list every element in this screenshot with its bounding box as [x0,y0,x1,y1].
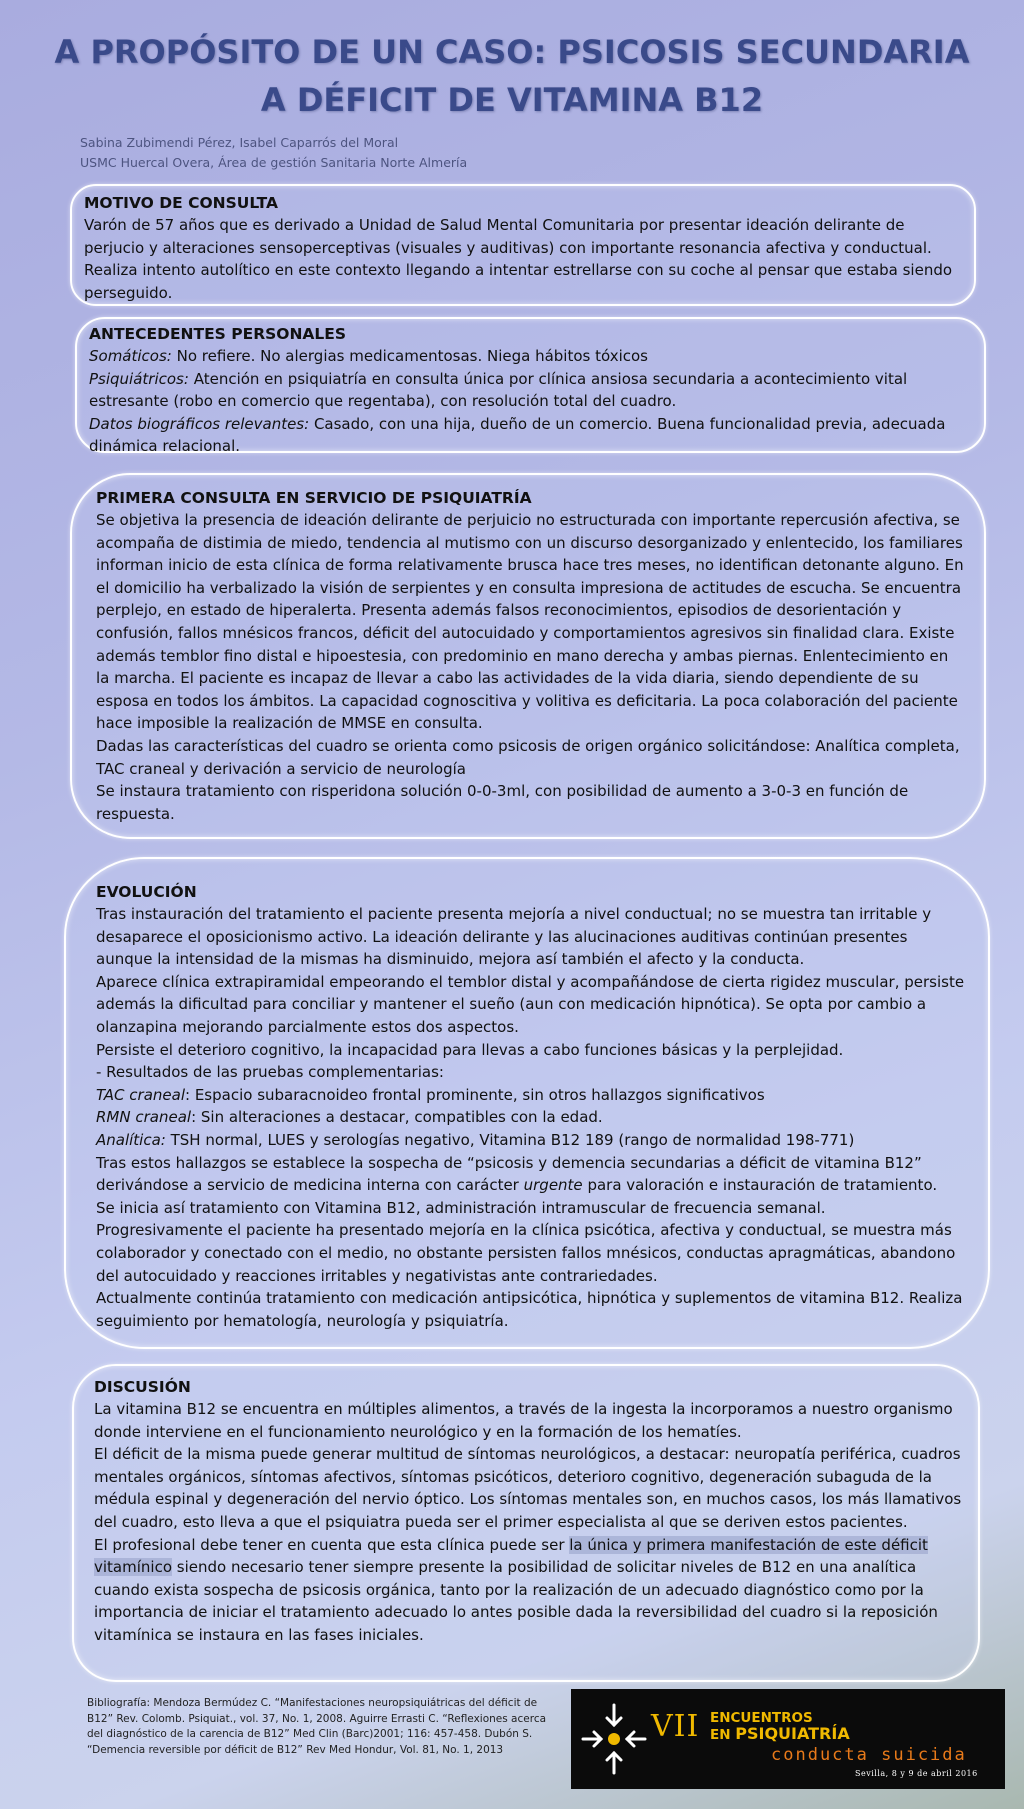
rmn-text: : Sin alteraciones a destacar, compatibles con la edad. [191,1108,603,1127]
bibliography: Bibliografía: Mendoza Bermúdez C. “Manifestaciones neuropsiquiátricas del déficit de B12” Rev. Colomb. Psiquiat., vol. 37, No. 1, 2008. Aguirre Errasti C. “Reflexiones acerca del diagnóstico de la carencia de B12” Med Clin (Barc)2001; 116: 457-458. Dubón S. “Demencia reversible por déficit de B12” Rev Med Hondur, Vol. 81, No. 1, 2013 [87,1697,547,1756]
section-paragraph: Aparece clínica extrapiramidal empeorando el temblor distal y acompañándose de cierta rigidez muscular, persiste además la dificultad para conciliar y mantener el sueño (aun con medicación hipnótica). Se opta por cambio a olanzapina mejorando parcialmente estos dos aspectos. [96,972,965,1036]
section-heading: PRIMERA CONSULTA EN SERVICIO DE PSIQUIATRÍA [96,489,532,507]
logo-psiquiatria: PSIQUIATRÍA [735,1724,850,1743]
authors-block [80,133,467,173]
section-motivo-consulta [70,184,976,306]
logo-subtitle: conducta suicida [771,1745,967,1765]
poster-title: A PROPÓSITO DE UN CASO: PSICOSIS SECUNDARIA A DÉFICIT DE VITAMINA B12 [54,33,970,119]
tac-text: : Espacio subaracnoideo frontal prominente, sin otros hallazgos significativos [185,1085,765,1104]
conclusion-text-b: siendo necesario tener siempre presente la posibilidad de solicitar niveles de B12 en una analítica cuando exista sospecha de psicosis orgánica, tanto por la realización de un adecuado diagnóstico como por la importancia de iniciar el tratamiento adecuado lo antes posible dada la reversibilidad del cuadro si la reposición vitamínica se instaura en las fases iniciales. [94,1558,938,1644]
section-paragraph: Dadas las características del cuadro se orienta como psicosis de origen orgánico solicitándose: Analítica completa, TAC craneal y derivación a servicio de neurología [96,736,960,778]
analitica-result [96,1129,966,1152]
somaticos-label: Somáticos: [89,347,172,365]
section-heading: ANTECEDENTES PERSONALES [89,325,347,343]
logo-wordmark [710,1710,850,1743]
conclusion-text-a: El profesional debe tener en cuenta que esta clínica puede ser [94,1535,570,1554]
section-evolucion [64,857,990,1349]
section-paragraph: Persiste el deterioro cognitivo, la incapacidad para llevas a cabo funciones básicas y la perplejidad. [96,1040,844,1059]
section-heading: MOTIVO DE CONSULTA [84,194,279,212]
tac-result [96,1084,966,1107]
somaticos-text: No refiere. No alergias medicamentosas. Niega hábitos tóxicos [171,347,648,365]
somaticos-paragraph [89,345,972,368]
sospecha-text-a: Tras estos hallazgos se establece la sospecha de “psicosis y demencia secundarias a déficit de vitamina B12” derivándose a servicio de medicina interna con carácter [96,1153,922,1195]
sospecha-paragraph [96,1152,966,1197]
section-discusion [72,1364,980,1682]
rmn-label: RMN craneal [96,1108,192,1127]
section-paragraph: Tras instauración del tratamiento el paciente presenta mejoría a nivel conductual; no se muestra tan irritable y desaparece el oposicionismo activo. La ideación delirante y las alucinaciones auditivas continúan presentes aunque la intensidad de la mismas ha disminuido, mejora así también el afecto y la conducta. [96,905,932,969]
logo-line-encuentros: ENCUENTROS [710,1710,813,1726]
section-heading: EVOLUCIÓN [96,883,197,901]
section-heading: DISCUSIÓN [94,1378,191,1396]
author-affiliation: USMC Huercal Overa, Área de gestión Sanitaria Norte Almería [80,155,468,170]
author-names: Sabina Zubimendi Pérez, Isabel Caparrós del Moral [80,135,399,150]
psiquiatricos-text: Atención en psiquiatría en consulta única por clínica ansiosa secundaria a acontecimiento vital estresante (robo en comercio que regentaba), con resolución total del cuadro. [89,369,908,411]
section-primera-consulta [70,473,986,839]
psiquiatricos-label: Psiquiátricos: [89,369,189,388]
section-paragraph: La vitamina B12 se encuentra en múltiples alimentos, a través de la ingesta la incorporamos a nuestro organismo donde interviene en el funcionamiento neurológico y en la formación de los hematíes. [94,1400,953,1441]
biograficos-text: Casado, con una hija, dueño de un comercio. Buena funcionalidad previa, adecuada dinámica relacional. [89,414,946,456]
section-paragraph: Se instaura tratamiento con risperidona solución 0-0-3ml, con posibilidad de aumento a 3-0-3 en función de respuesta. [96,782,909,823]
psiquiatricos-paragraph [89,368,972,413]
compass-arrows-icon [579,1701,649,1777]
analitica-label: Analítica: [96,1130,166,1149]
urgente-word: urgente [523,1176,583,1195]
section-paragraph: El déficit de la misma puede generar multitud de síntomas neurológicos, a destacar: neuropatía periférica, cuadros mentales orgánicos, síntomas afectivos, síntomas psicóticos, deterioro cognitivo, degeneración subaguda de la médula espinal y degeneración del nervio óptico. Los síntomas mentales son, en muchos casos, los más llamativos del cuadro, esto lleva a que el psiquiatra pueda ser el primer especialista al que se deriven estos pacientes. [94,1445,962,1531]
logo-line-psiquiatria [710,1726,850,1743]
section-paragraph: Se objetiva la presencia de ideación delirante de perjuicio no estructurada con importante repercusión afectiva, se acompaña de distimia de miedo, tendencia al mutismo con un discurso desorganizado y enlentecido, los familiares informan inicio de esta clínica de forma relativamente brusca hace tres meses, no identifican detonante alguno. En el domicilio ha verbalizado la visión de serpientes y en consulta impresiona de actitudes de escucha. Se encuentra perplejo, en estado de hiperalerta. Presenta además falsos reconocimientos, episodios de desorientación y confusión, fallos mnésicos francos, déficit del autocuidado y comportamientos agresivos sin finalidad clara. Existe además temblor fino distal e hipoestesia, con predominio en mano derecha y ambas piernas. Enlentecimiento en la marcha. El paciente es incapaz de llevar a cabo las actividades de la vida diaria, siendo dependiente de su esposa en todos los ámbitos. La capacidad cognoscitiva y volitiva es deficitaria. La poca colaboración del paciente hace imposible la realización de MMSE en consulta. [96,511,964,733]
analitica-text: TSH normal, LUES y serologías negativo, Vitamina B12 189 (rango de normalidad 198-771) [165,1130,855,1149]
rmn-result [96,1106,966,1129]
section-paragraph: Progresivamente el paciente ha presentado mejoría en la clínica psicótica, afectiva y conductual, se muestra más colaborador y conectado con el medio, no obstante persisten fallos mnésicos, conductas apragmáticas, abandono del autocuidado y reacciones irritables y negativistas ante contrariedades. [96,1221,956,1285]
section-paragraph: - Resultados de las pruebas complementarias: [96,1063,444,1082]
tac-label: TAC craneal [96,1085,185,1104]
highlighted-text: la única y primera manifestación de este déficit vitamínico [94,1535,928,1577]
section-text: Varón de 57 años que es derivado a Unidad de Salud Mental Comunitaria por presentar ideación delirante de perjucio y alteraciones sensoperceptivas (visuales y auditivas) con importante resonancia afectiva y conductual. Realiza intento autolítico en este contexto llegando a intentar estrellarse con su coche al pensar que estaba siendo perseguido. [84,216,953,302]
section-paragraph: Se inicia así tratamiento con Vitamina B12, administración intramuscular de frecuencia semanal. [96,1198,826,1217]
biograficos-label: Datos biográficos relevantes: [89,414,310,433]
section-paragraph: Actualmente continúa tratamiento con medicación antipsicótica, hipnótica y suplementos de vitamina B12. Realiza seguimiento por hematología, neurología y psiquiatría. [96,1289,963,1330]
event-logo [571,1689,1005,1789]
logo-prefix: EN [710,1727,736,1743]
section-antecedentes-personales [75,317,986,456]
conclusion-paragraph [94,1534,964,1647]
logo-date: Sevilla, 8 y 9 de abril 2016 [855,1769,978,1778]
logo-edition-number: VII [651,1709,700,1744]
sospecha-text-b: para valoración e instauración de tratamiento. [582,1176,938,1195]
biograficos-paragraph [89,413,972,458]
